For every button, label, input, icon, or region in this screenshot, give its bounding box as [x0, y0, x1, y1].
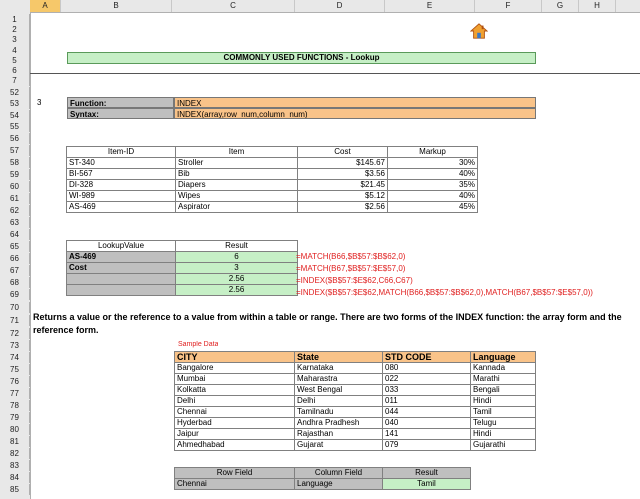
table-row	[67, 263, 298, 274]
items-header-cost: Cost	[298, 147, 388, 158]
column-header-e[interactable]: E	[385, 0, 475, 12]
table-cell[interactable]: Delhi	[175, 396, 295, 407]
city-table	[174, 351, 536, 451]
row-header[interactable]: 58	[0, 157, 30, 168]
row-header[interactable]: 79	[0, 412, 30, 423]
row-header[interactable]: 73	[0, 340, 30, 351]
field-header-row: Row Field	[175, 468, 295, 479]
row-header[interactable]: 74	[0, 352, 30, 363]
table-cell[interactable]: Tamil	[471, 407, 536, 418]
row-header[interactable]: 3	[0, 34, 30, 45]
table-row	[175, 440, 536, 451]
function-value: INDEX	[174, 97, 536, 108]
table-cell[interactable]: BI-567	[67, 169, 176, 180]
table-cell[interactable]: 079	[383, 440, 471, 451]
lookup-header-value: LookupValue	[67, 241, 176, 252]
row-header[interactable]: 64	[0, 229, 30, 240]
items-table	[66, 146, 478, 213]
field-header-result: Result	[383, 468, 471, 479]
table-row	[175, 396, 536, 407]
table-cell[interactable]: DI-328	[67, 180, 176, 191]
table-cell[interactable]: Maharastra	[295, 374, 383, 385]
table-row	[175, 374, 536, 385]
table-row	[175, 479, 471, 490]
table-cell[interactable]: Karnataka	[295, 363, 383, 374]
table-cell[interactable]: Diapers	[176, 180, 298, 191]
row-header[interactable]: 70	[0, 302, 30, 313]
row-header[interactable]: 61	[0, 193, 30, 204]
table-cell[interactable]: AS-469	[67, 252, 176, 263]
table-row	[67, 285, 298, 296]
lookup-header-result: Result	[176, 241, 298, 252]
table-cell[interactable]: Hindi	[471, 396, 536, 407]
table-cell[interactable]: AS-469	[67, 202, 176, 213]
items-header-id: Item-ID	[67, 147, 176, 158]
table-cell[interactable]: $145.67	[298, 158, 388, 169]
sample-data-label: Sample Data	[178, 341, 219, 348]
table-row	[175, 407, 536, 418]
table-cell[interactable]: 141	[383, 429, 471, 440]
column-header-h[interactable]: H	[579, 0, 616, 12]
table-cell[interactable]: Aspirator	[176, 202, 298, 213]
row-header[interactable]: 82	[0, 448, 30, 459]
row-header[interactable]: 59	[0, 169, 30, 180]
syntax-value: INDEX(array,row_num,column_num)	[174, 108, 536, 119]
formula-text: =MATCH(B66,$B$57:$B$62,0)	[296, 252, 406, 261]
table-cell[interactable]: 2.56	[176, 274, 298, 285]
row-header[interactable]: 56	[0, 133, 30, 144]
row-header[interactable]: 1	[0, 14, 30, 25]
column-header-b[interactable]: B	[61, 0, 172, 12]
syntax-label: Syntax:	[67, 108, 174, 119]
column-header-f[interactable]: F	[475, 0, 542, 12]
table-cell[interactable]	[67, 274, 176, 285]
column-header-g[interactable]: G	[542, 0, 579, 12]
function-label: Function:	[67, 97, 174, 108]
table-cell[interactable]: Tamilnadu	[295, 407, 383, 418]
row-header[interactable]: 80	[0, 424, 30, 435]
table-cell[interactable]: $2.56	[298, 202, 388, 213]
table-cell[interactable]: Rajasthan	[295, 429, 383, 440]
table-cell[interactable]: Tamil	[383, 479, 471, 490]
table-cell[interactable]: Chennai	[175, 479, 295, 490]
table-cell[interactable]: 45%	[388, 202, 478, 213]
column-header-c[interactable]: C	[172, 0, 295, 12]
row-header[interactable]: 81	[0, 436, 30, 447]
field-header-column: Column Field	[295, 468, 383, 479]
table-cell[interactable]: Gujarathi	[471, 440, 536, 451]
table-row	[67, 180, 478, 191]
table-row	[67, 274, 298, 285]
table-cell[interactable]: 080	[383, 363, 471, 374]
table-cell[interactable]: Hyderbad	[175, 418, 295, 429]
table-cell[interactable]: $21.45	[298, 180, 388, 191]
row-header[interactable]: 62	[0, 205, 30, 216]
city-header-language: Language	[471, 352, 536, 363]
row-header[interactable]: 6	[0, 65, 30, 76]
table-row	[67, 169, 478, 180]
table-cell[interactable]: 40%	[388, 191, 478, 202]
table-cell[interactable]: 35%	[388, 180, 478, 191]
table-cell[interactable]: 2.56	[176, 285, 298, 296]
city-header-city: CITY	[175, 352, 295, 363]
row-header[interactable]: 57	[0, 145, 30, 156]
divider	[30, 73, 640, 74]
table-cell[interactable]: Bib	[176, 169, 298, 180]
table-cell[interactable]: ST-340	[67, 158, 176, 169]
row-header[interactable]: 66	[0, 253, 30, 264]
column-header-a[interactable]: A	[30, 0, 61, 12]
table-cell[interactable]: Mumbai	[175, 374, 295, 385]
items-header-item: Item	[176, 147, 298, 158]
table-row	[67, 191, 478, 202]
table-cell[interactable]: Language	[295, 479, 383, 490]
column-header-d[interactable]: D	[295, 0, 385, 12]
table-cell[interactable]	[67, 285, 176, 296]
table-row	[67, 202, 478, 213]
table-cell[interactable]: Gujarat	[295, 440, 383, 451]
row-header[interactable]: 83	[0, 460, 30, 471]
table-cell[interactable]: Bengali	[471, 385, 536, 396]
table-cell[interactable]: 3	[176, 263, 298, 274]
table-cell[interactable]: 30%	[388, 158, 478, 169]
table-cell[interactable]: West Bengal	[295, 385, 383, 396]
table-row	[175, 418, 536, 429]
row-header[interactable]: 76	[0, 376, 30, 387]
row-header[interactable]: 65	[0, 241, 30, 252]
page-title: COMMONLY USED FUNCTIONS - Lookup	[67, 52, 536, 64]
row-header[interactable]: 55	[0, 121, 30, 132]
table-cell[interactable]: 011	[383, 396, 471, 407]
table-row	[175, 429, 536, 440]
city-header-std: STD CODE	[383, 352, 471, 363]
row-header[interactable]: 52	[0, 87, 30, 98]
row-header[interactable]: 63	[0, 217, 30, 228]
row-header[interactable]: 4	[0, 45, 30, 56]
row-header[interactable]: 85	[0, 484, 30, 495]
table-cell[interactable]: 6	[176, 252, 298, 263]
formula-text: =INDEX($B$57:$E$62,C66,C67)	[296, 276, 413, 285]
row-header[interactable]: 69	[0, 289, 30, 300]
row-header[interactable]: 71	[0, 315, 30, 326]
row-header[interactable]: 53	[0, 98, 30, 109]
description-text: Returns a value or the reference to a value from within a table or range. There are two forms of the INDEX function: the array form and the reference form.	[33, 312, 622, 335]
table-cell[interactable]: Jaipur	[175, 429, 295, 440]
table-row	[175, 385, 536, 396]
row-header[interactable]: 84	[0, 472, 30, 483]
table-cell[interactable]: Bangalore	[175, 363, 295, 374]
table-cell[interactable]: Hindi	[471, 429, 536, 440]
table-cell[interactable]: Wipes	[176, 191, 298, 202]
table-cell[interactable]: Kannada	[471, 363, 536, 374]
table-cell[interactable]: Ahmedhabad	[175, 440, 295, 451]
table-cell[interactable]: 033	[383, 385, 471, 396]
table-cell[interactable]: Kolkatta	[175, 385, 295, 396]
table-cell[interactable]: 40%	[388, 169, 478, 180]
row-header[interactable]: 78	[0, 400, 30, 411]
table-cell[interactable]: Cost	[67, 263, 176, 274]
formula-text: =MATCH(B67,$B$57:$E$57,0)	[296, 264, 406, 273]
row-header[interactable]: 67	[0, 265, 30, 276]
table-cell[interactable]: Delhi	[295, 396, 383, 407]
table-cell[interactable]: 040	[383, 418, 471, 429]
home-icon[interactable]	[470, 22, 488, 40]
section-number: 3	[37, 98, 42, 107]
row-header[interactable]: 60	[0, 181, 30, 192]
table-cell[interactable]: WI-989	[67, 191, 176, 202]
table-cell[interactable]: $3.56	[298, 169, 388, 180]
table-cell[interactable]: $5.12	[298, 191, 388, 202]
items-header-markup: Markup	[388, 147, 478, 158]
row-header[interactable]: 2	[0, 24, 30, 35]
table-cell[interactable]: Stroller	[176, 158, 298, 169]
row-header[interactable]: 77	[0, 388, 30, 399]
table-cell[interactable]: 044	[383, 407, 471, 418]
row-header[interactable]: 72	[0, 328, 30, 339]
table-row	[175, 363, 536, 374]
table-cell[interactable]: Chennai	[175, 407, 295, 418]
field-table	[174, 467, 471, 490]
table-cell[interactable]: 022	[383, 374, 471, 385]
row-header[interactable]: 68	[0, 277, 30, 288]
table-row	[67, 158, 478, 169]
table-row	[67, 252, 298, 263]
row-header[interactable]: 7	[0, 75, 30, 86]
lookup-table	[66, 240, 298, 296]
city-header-state: State	[295, 352, 383, 363]
row-header[interactable]: 54	[0, 110, 30, 121]
row-header[interactable]: 75	[0, 364, 30, 375]
row-header[interactable]: 5	[0, 55, 30, 66]
table-cell[interactable]: Telugu	[471, 418, 536, 429]
table-cell[interactable]: Marathi	[471, 374, 536, 385]
formula-text: =INDEX($B$57:$E$62,MATCH(B66,$B$57:$B$62,0),MATCH(B67,$B$57:$E$57,0))	[296, 288, 593, 297]
table-cell[interactable]: Andhra Pradhesh	[295, 418, 383, 429]
